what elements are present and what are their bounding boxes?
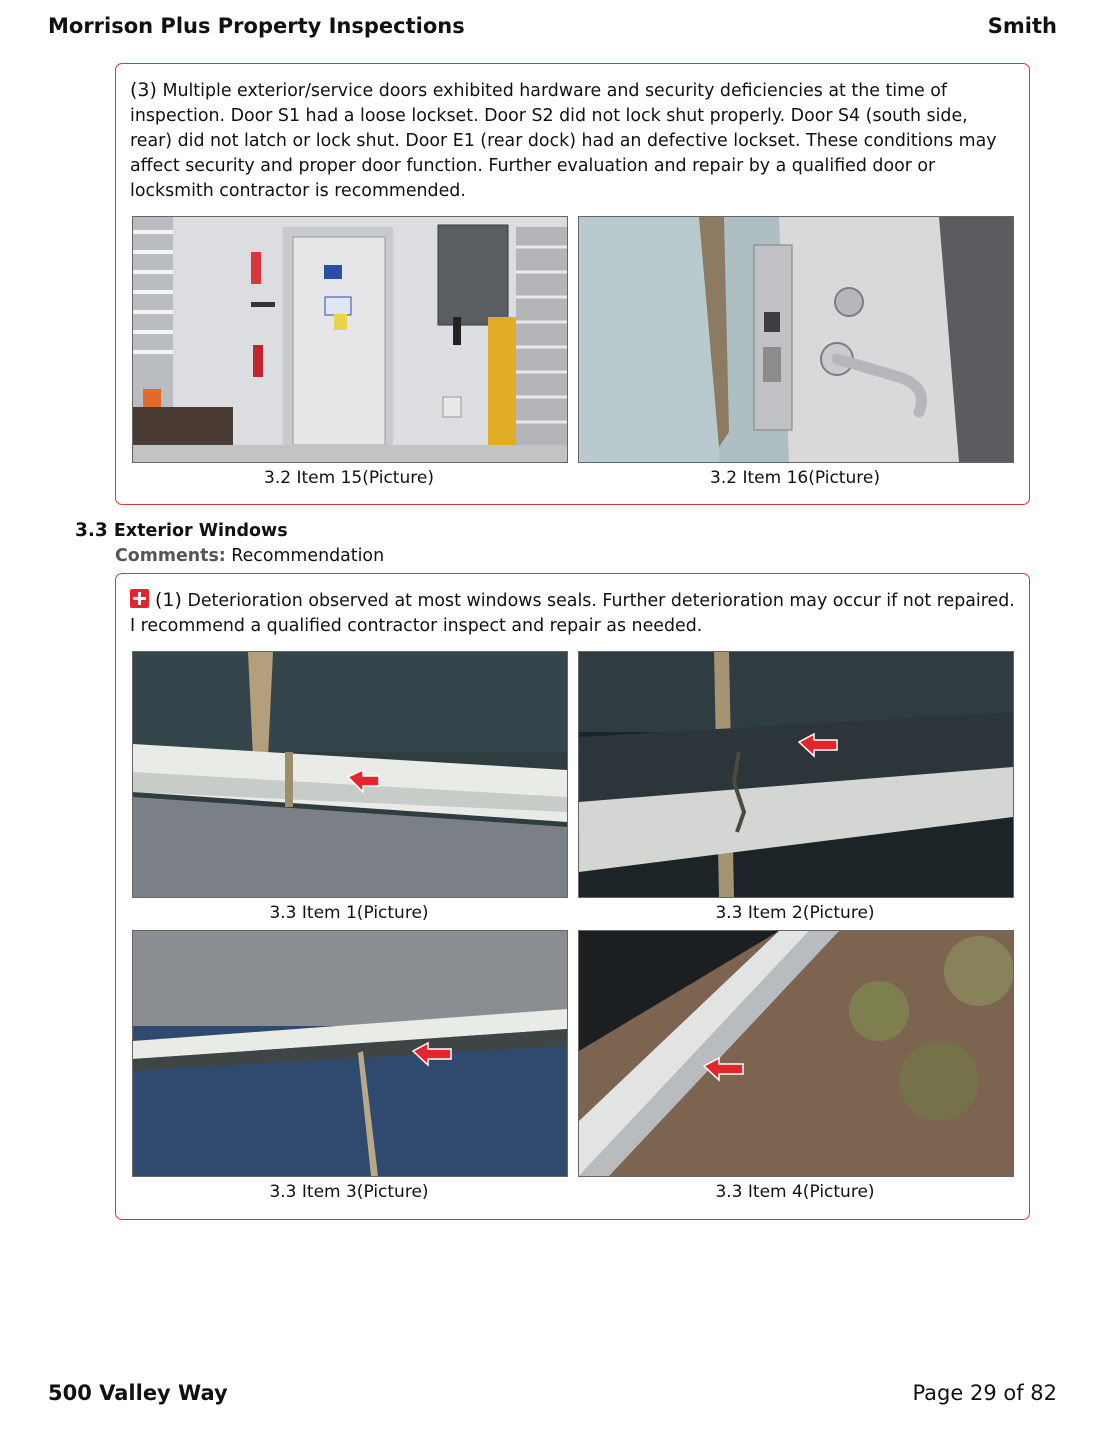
section-heading (75, 520, 288, 541)
photo-caption: 3.2 Item 15(Picture) (264, 468, 434, 488)
client-name: Smith (987, 14, 1057, 38)
photo-door-lockset[interactable] (578, 216, 1014, 463)
photo-window-seal-1[interactable] (132, 651, 568, 898)
photo-caption: 3.2 Item 16(Picture) (710, 468, 880, 488)
photo-window-seal-4[interactable] (578, 930, 1014, 1177)
comment-body: Multiple exterior/service doors exhibited hardware and security deficiencies at the time of inspection. Door S1 had a loose lockset. Door S2 did not lock shut properly. Door S4 (south side, rear) did not latch or lock shut. Door E1 (rear dock) had an defective lockset. These conditions may affect security and proper door function. Further evaluation and repair by a qualified door or locksmith contractor is recommended. (130, 81, 997, 201)
company-name: Morrison Plus Property Inspections (48, 14, 465, 38)
photo-door-e1[interactable] (132, 216, 568, 463)
photo-caption: 3.3 Item 4(Picture) (715, 1182, 875, 1202)
comment-body: Deterioration observed at most windows seals. Further deterioration may occur if not repaired. I recommend a qualified contractor inspect and repair as needed. (130, 591, 1015, 636)
photo-window-seal-3[interactable] (132, 930, 568, 1177)
photo-caption: 3.3 Item 1(Picture) (269, 903, 429, 923)
section-title: Exterior Windows (113, 521, 288, 541)
section-comments (115, 546, 384, 566)
doors-comment-text (130, 78, 1015, 204)
photo-caption: 3.3 Item 3(Picture) (269, 1182, 429, 1202)
comment-number: (3) (130, 79, 157, 101)
comments-label: Comments: (115, 546, 226, 566)
windows-comment-text (130, 588, 1015, 639)
comment-number: (1) (155, 589, 182, 611)
photo-caption: 3.3 Item 2(Picture) (715, 903, 875, 923)
windows-comment-box (115, 573, 1030, 1220)
page-number: Page 29 of 82 (912, 1381, 1057, 1405)
photo-window-seal-2[interactable] (578, 651, 1014, 898)
red-cross-flag-icon (130, 589, 149, 608)
comments-value: Recommendation (231, 546, 385, 566)
section-number: 3.3 (75, 520, 108, 541)
property-address: 500 Valley Way (48, 1381, 228, 1405)
doors-comment-box (115, 63, 1030, 505)
